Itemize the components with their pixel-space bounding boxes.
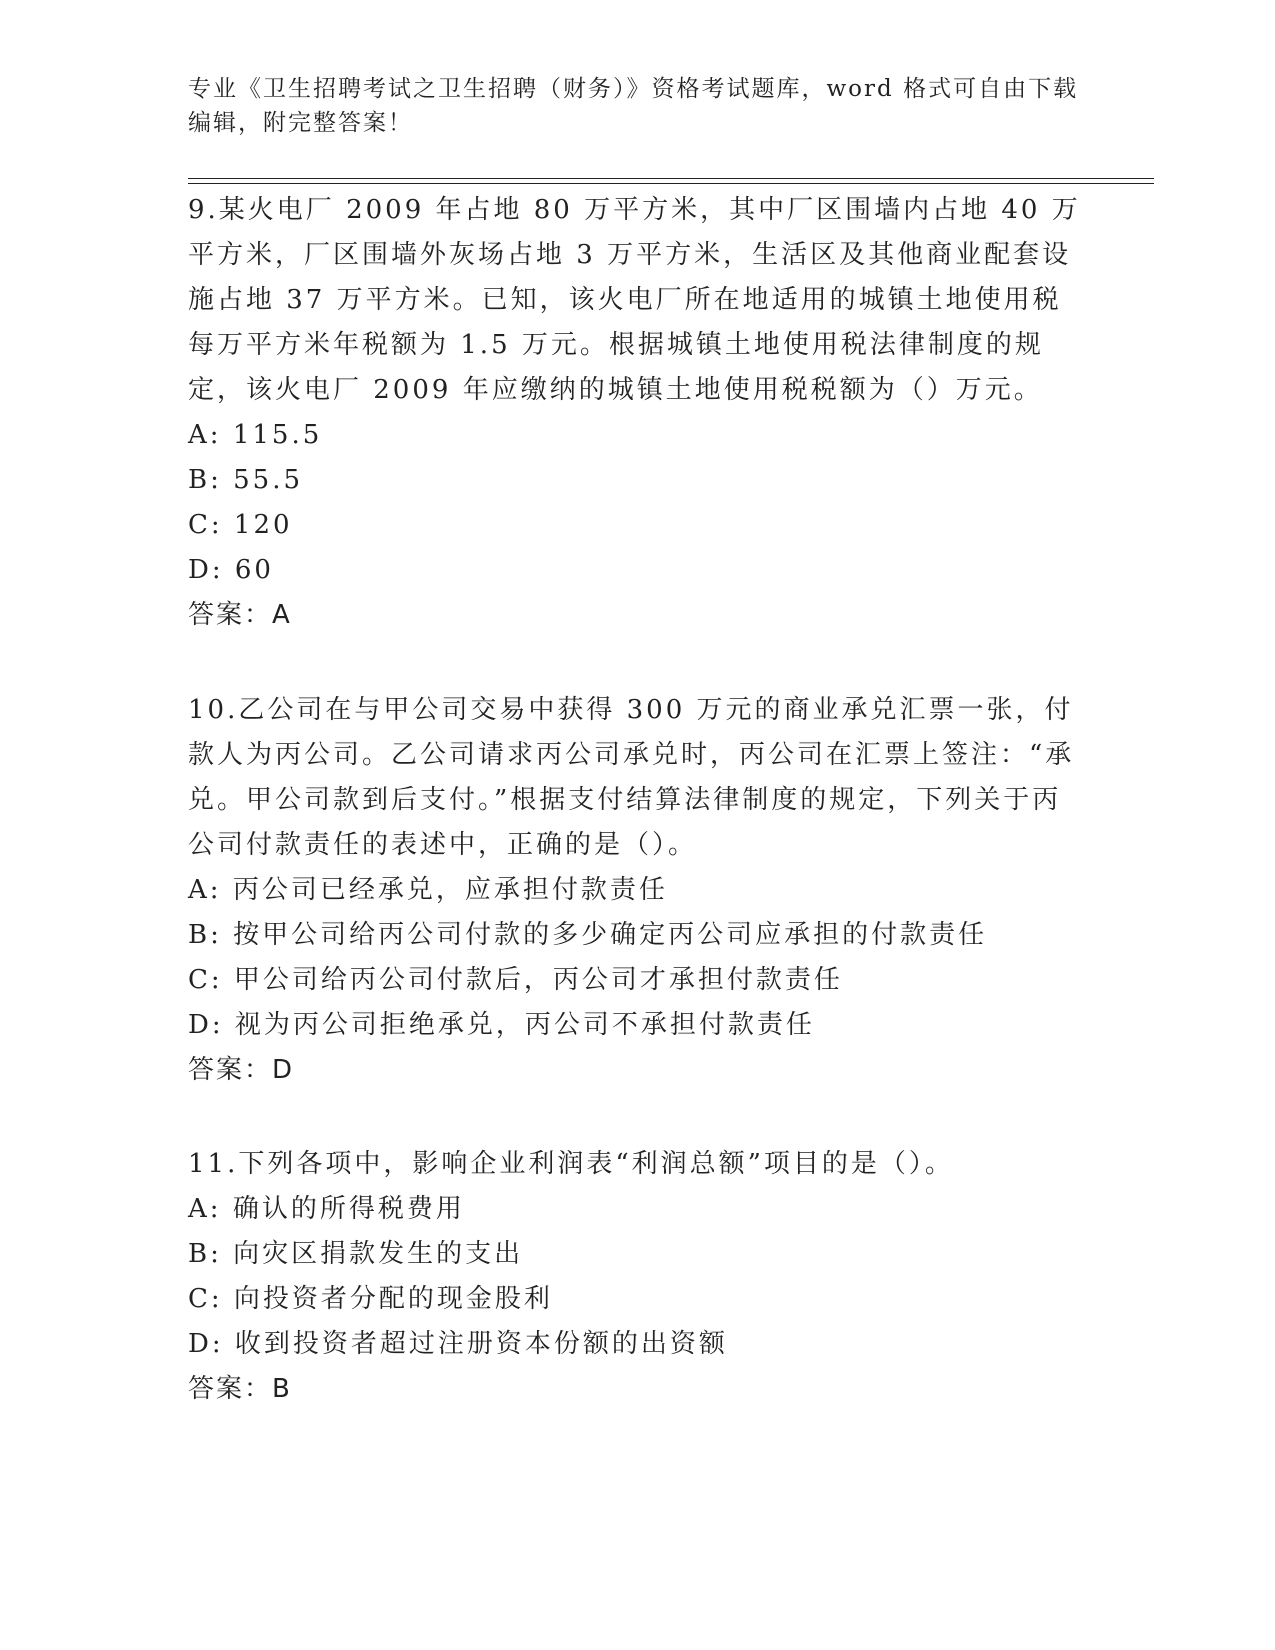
header-divider-top [188, 178, 1154, 179]
option-letter: A: [188, 875, 222, 905]
option-text: 丙公司已经承兑，应承担付款责任 [232, 875, 668, 905]
option-letter: D: [188, 1010, 224, 1040]
option-letter: B: [188, 920, 222, 950]
document-header: 专业《卫生招聘考试之卫生招聘（财务）》资格考试题库，word 格式可自由下载编辑，附完整答案！ [188, 76, 1079, 136]
option-c [188, 958, 1088, 1003]
option-text: 60 [234, 555, 274, 585]
option-letter: B: [188, 1239, 222, 1269]
option-letter: C: [188, 1284, 223, 1314]
option-text: 按甲公司给丙公司付款的多少确定丙公司应承担的付款责任 [233, 920, 988, 950]
question-9 [188, 188, 1088, 638]
option-text: 向投资者分配的现金股利 [233, 1284, 553, 1314]
answer-line: 答案：D [188, 1055, 295, 1085]
option-text: 120 [233, 510, 293, 540]
option-text: 甲公司给丙公司付款后，丙公司才承担付款责任 [233, 965, 843, 995]
answer-line: 答案：B [188, 1374, 292, 1404]
option-letter: D: [188, 555, 224, 585]
option-c [188, 1277, 1088, 1322]
question-stem: 9.某火电厂 2009 年占地 80 万平方米，其中厂区围墙内占地 40 万平方米，厂区围墙外灰场占地 3 万平方米，生活区及其他商业配套设施占地 37 万平方米。已知，该火电厂所在地适用的城镇土地使用税每万平方米年税额为 1.5 万元。根据城镇土地使用税法律制度的规定，该火电厂 2009 年应缴纳的城镇土地使用税税额为（）万元。 [188, 195, 1081, 405]
option-letter: B: [188, 465, 222, 495]
option-d [188, 548, 1088, 593]
option-a [188, 868, 1088, 913]
option-letter: C: [188, 965, 223, 995]
answer-line: 答案：A [188, 600, 292, 630]
option-text: 向灾区捐款发生的支出 [233, 1239, 524, 1269]
option-b [188, 913, 1088, 958]
option-text: 收到投资者超过注册资本份额的出资额 [234, 1329, 728, 1359]
option-b [188, 1232, 1088, 1277]
option-d [188, 1003, 1088, 1048]
option-a [188, 413, 1088, 458]
header-divider-bottom [188, 183, 1154, 184]
option-letter: A: [188, 420, 222, 450]
question-10 [188, 688, 1088, 1093]
option-a [188, 1187, 1088, 1232]
option-b [188, 458, 1088, 503]
option-text: 55.5 [233, 465, 304, 495]
option-text: 115.5 [232, 420, 323, 450]
question-11 [188, 1142, 1088, 1412]
option-letter: A: [188, 1194, 222, 1224]
question-stem: 11.下列各项中，影响企业利润表“利润总额”项目的是（）。 [188, 1149, 954, 1179]
option-letter: C: [188, 510, 223, 540]
option-text: 确认的所得税费用 [232, 1194, 465, 1224]
question-stem: 10.乙公司在与甲公司交易中获得 300 万元的商业承兑汇票一张，付款人为丙公司。乙公司请求丙公司承兑时，丙公司在汇票上签注：“承兑。甲公司款到后支付。”根据支付结算法律制度的规定，下列关于丙公司付款责任的表述中，正确的是（）。 [188, 695, 1075, 860]
option-text: 视为丙公司拒绝承兑，丙公司不承担付款责任 [234, 1010, 815, 1040]
option-letter: D: [188, 1329, 224, 1359]
option-c [188, 503, 1088, 548]
option-d [188, 1322, 1088, 1367]
